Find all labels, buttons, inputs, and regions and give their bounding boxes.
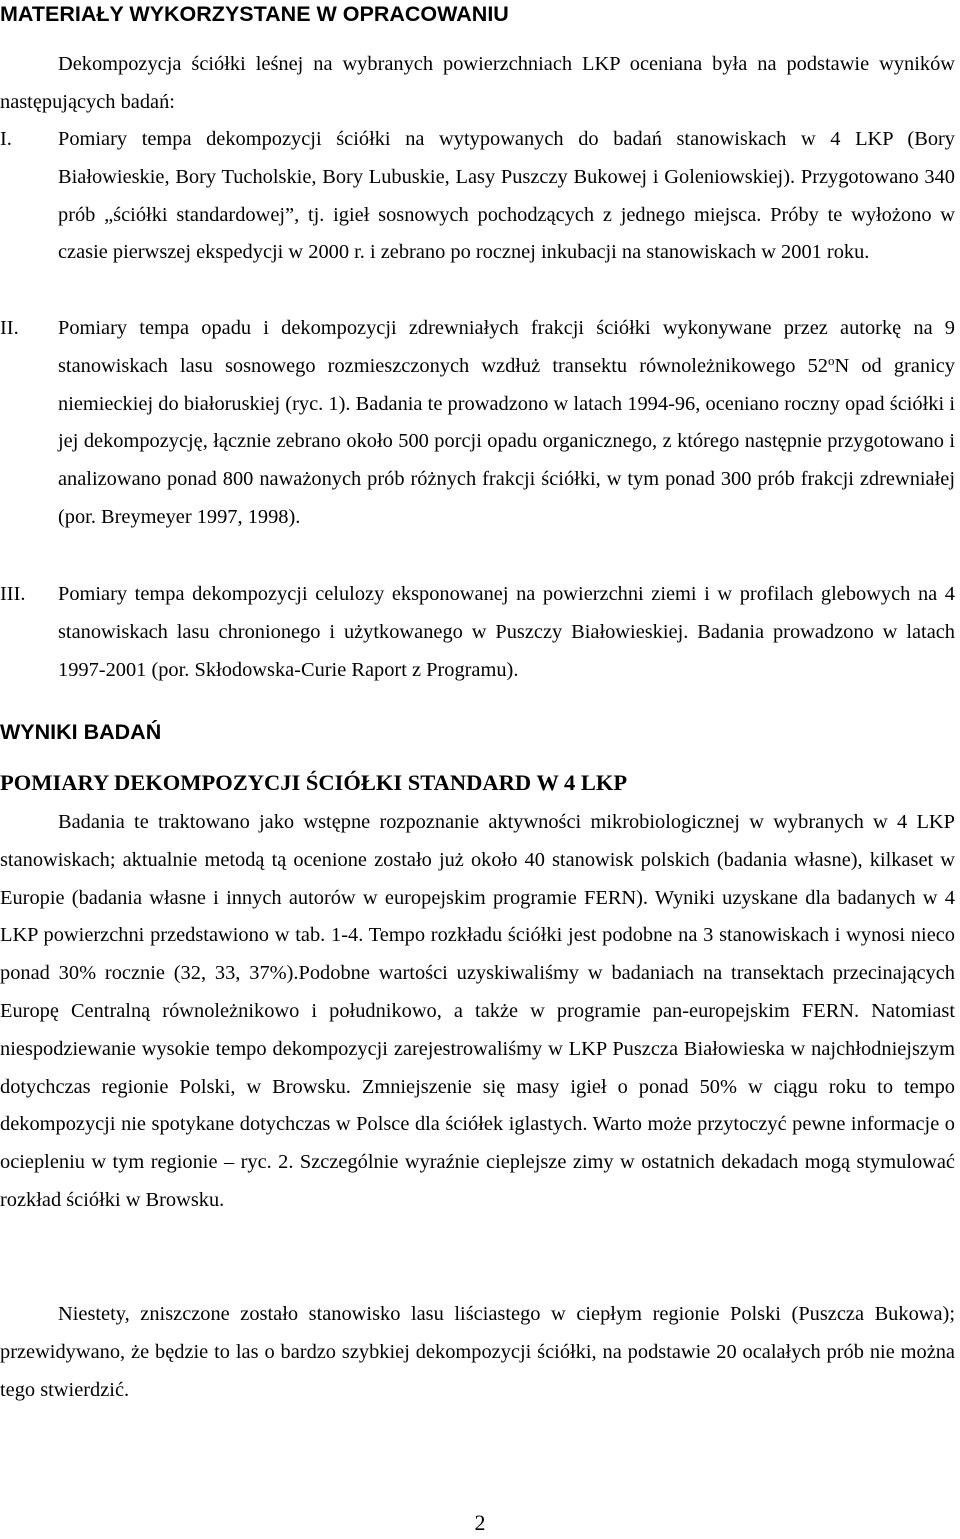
results-paragraph-text: Badania te traktowano jako wstępne rozpoznanie aktywności mikrobiologicznej w wybranych w 4 LKP stanowiskach; aktualnie metodą tą ocenione zostało już około 40 stanowisk polskich (badania własne), kilkaset w Europie (badania własne i innych autorów w europejskim programie FERN). Wyniki uzyskane dla badanych w 4 LKP powierzchni przedstawiono w tab. 1-4. Tempo rozkładu ściółki jest podobne na 3 stanowiskach i wynosi nieco ponad 30% rocznie (32, 33, 37%).Podobne wartości uzyskiwaliśmy w badaniach na transektach przecinających Europę Centralną równoleżnikowo i południkowo, a także w programie pan-europejskim FERN. Natomiast niespodziewanie wysokie tempo dekompozycji zarejestrowaliśmy w LKP Puszcza Białowieska w najchłodniejszym dotychczas regionie Polski, w Browsku. Zmniejszenie się masy igieł o ponad 50% w ciągu roku to tempo dekompozycji nie spotykane dotychczas w Polsce dla ściółek iglastych. Warto może przytoczyć pewne informacje o ociepleniu w tym regionie – ryc. 2. Szczególnie wyraźnie cieplejsze zimy w ostatnich dekadach mogą stymulować rozkład ściółki w Browsku. xyxy=(0,811,955,1211)
list-item xyxy=(0,576,955,689)
list-marker: III. xyxy=(0,583,26,605)
intro-paragraph xyxy=(0,46,955,122)
results-paragraph-text: Niestety, zniszczone zostało stanowisko lasu liściastego w ciepłym regionie Polski (Puszcza Bukowa); przewidywano, że będzie to las o bardzo szybkiej dekompozycji ściółki, na podstawie 20 ocalałych prób nie można tego stwierdzić. xyxy=(0,1303,955,1401)
results-paragraph xyxy=(0,804,955,1220)
list-item-text: Pomiary tempa opadu i dekompozycji zdrewniałych frakcji ściółki wykonywane przez autorkę na 9 stanowiskach lasu sosnowego rozmieszczonych wzdłuż transektu równoleżnikowego 52 xyxy=(58,317,955,377)
list-item xyxy=(0,310,955,537)
subsection-heading: POMIARY DEKOMPOZYCJI ŚCIÓŁKI STANDARD W 4 LKP xyxy=(0,770,628,795)
intro-text: Dekompozycja ściółki leśnej na wybranych powierzchniach LKP oceniana była na podstawie wyników następujących badań: xyxy=(0,53,955,113)
list-marker: II. xyxy=(0,317,19,339)
section-heading-materials: MATERIAŁY WYKORZYSTANE W OPRACOWANIU xyxy=(0,2,509,26)
results-paragraph xyxy=(0,1296,955,1409)
page-number: 2 xyxy=(474,1510,486,1535)
section-heading-results: WYNIKI BADAŃ xyxy=(0,720,162,744)
list-item-text-continued: N od granicy niemieckiej do białoruskiej (ryc. 1). Badania te prowadzono w latach 1994-96, oceniano roczny opad ściółki i jej dekompozycję, łącznie zebrano około 500 porcji opadu organicznego, z którego następnie przygotowano i analizowano ponad 800 naważonych prób różnych frakcji ściółki, w tym ponad 300 prób frakcji zdrewniałej (por. Breymeyer 1997, 1998). xyxy=(58,354,955,528)
list-marker: I. xyxy=(0,128,12,150)
list-item-text: Pomiary tempa dekompozycji celulozy eksponowanej na powierzchni ziemi i w profilach glebowych na 4 stanowiskach lasu chronionego i użytkowanego w Puszczy Białowieskiej. Badania prowadzono w latach 1997-2001 (por. Skłodowska-Curie Raport z Programu). xyxy=(58,583,955,681)
list-item-text: Pomiary tempa dekompozycji ściółki na wytypowanych do badań stanowiskach w 4 LKP (Bory Białowieskie, Bory Tucholskie, Bory Lubuskie, Lasy Puszczy Bukowej i Goleniowskiej). Przygotowano 340 prób „ściółki standardowej”, tj. igieł sosnowych pochodzących z jednego miejsca. Próby te wyłożono w czasie pierwszej ekspedycji w 2000 r. i zebrano po rocznej inkubacji na stanowiskach w 2001 roku. xyxy=(58,128,955,264)
list-item xyxy=(0,121,955,272)
degree-superscript: o xyxy=(828,352,835,368)
